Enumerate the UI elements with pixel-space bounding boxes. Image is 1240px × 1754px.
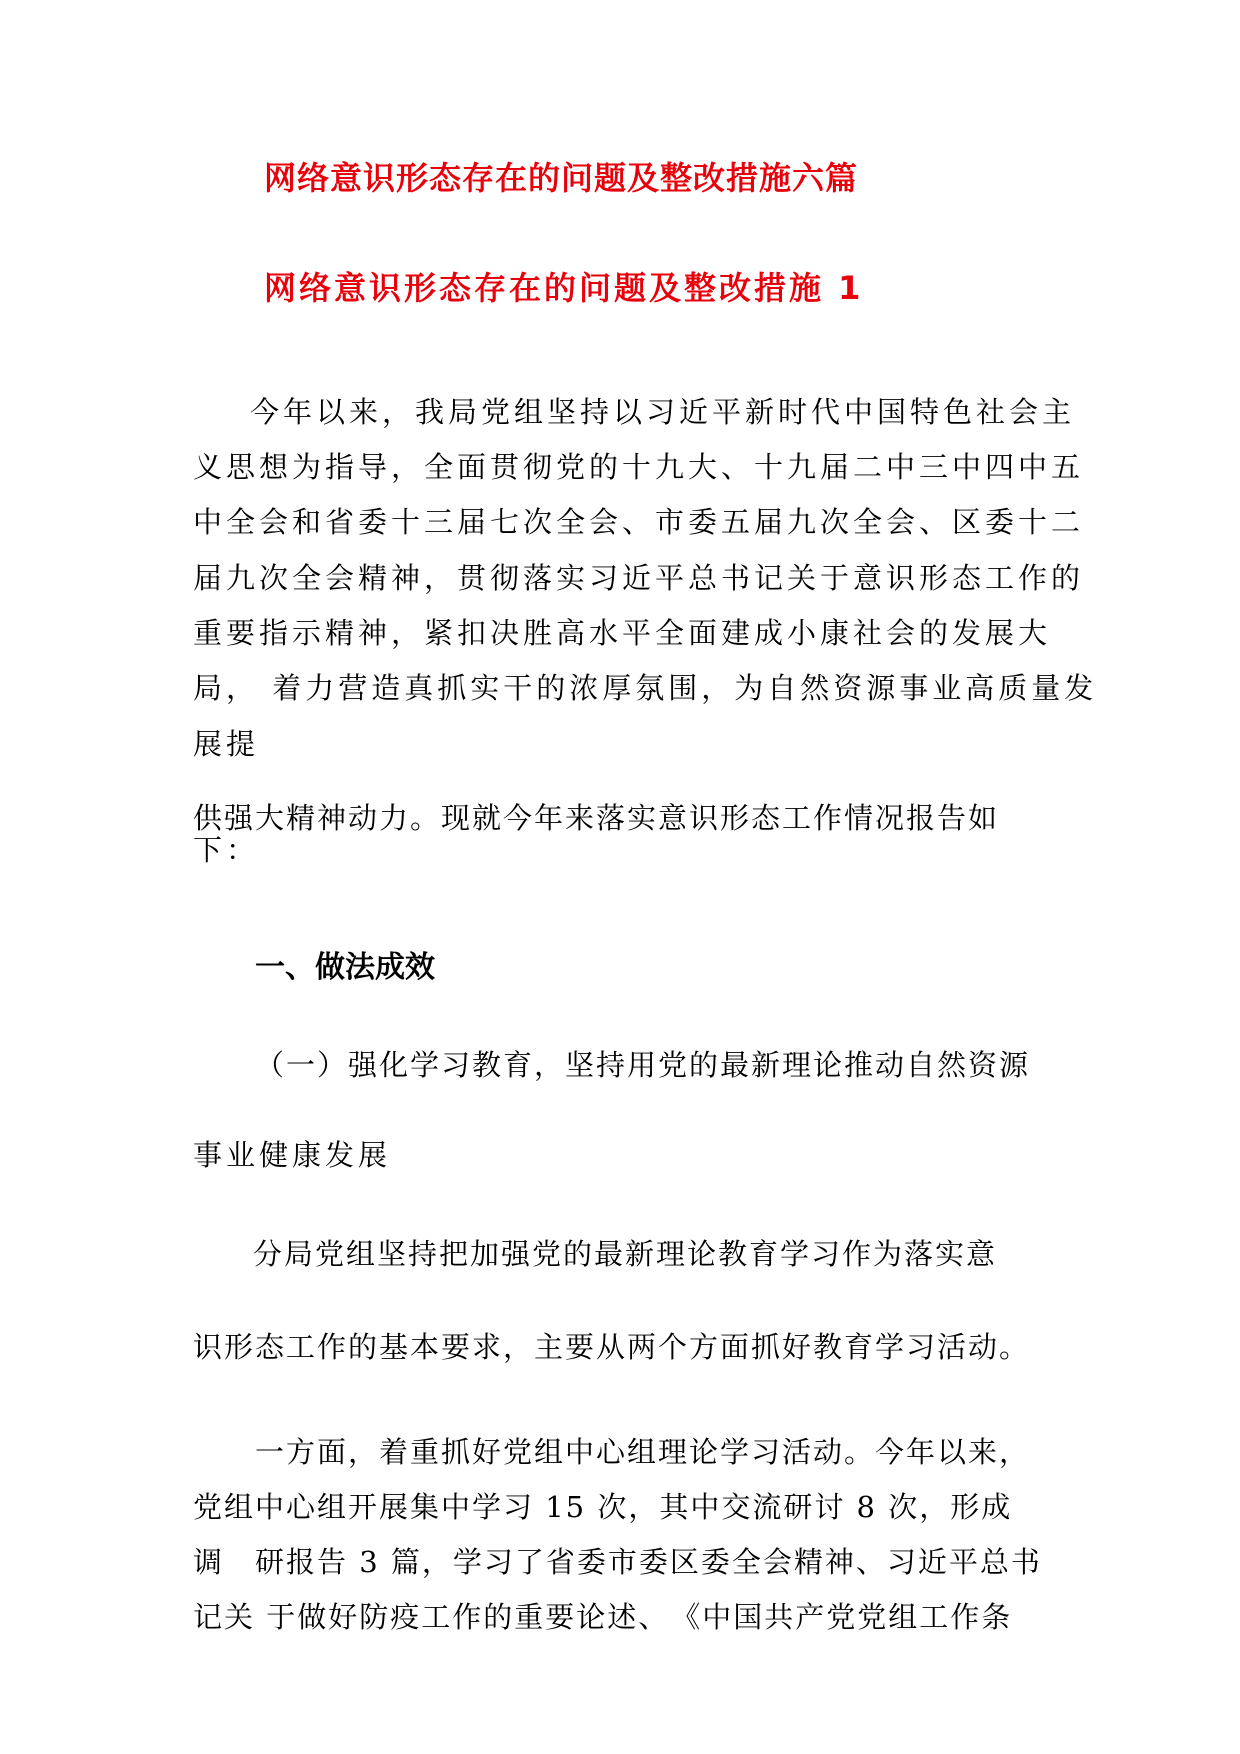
- subsection-line: 事业健康发展: [193, 1138, 392, 1172]
- paragraph-line: 局， 着力营造真抓实干的浓厚氛围，为自然资源事业高质量发: [193, 671, 1098, 705]
- paragraph-line: 记关 于做好防疫工作的重要论述、 《中国共产党党组工作条: [193, 1600, 1013, 1634]
- document-subtitle: 网络意识形态存在的问题及整改措施 1: [264, 269, 864, 307]
- paragraph-line: 中全会和省委十三届七次全会、市委五届九次全会、区委十二: [193, 505, 1085, 539]
- paragraph-line: 下：: [193, 833, 260, 867]
- paragraph-line: 党组中心组开展集中学习 15 次，其中交流研讨 8 次，形成: [193, 1490, 1013, 1524]
- paragraph-line: 一方面，着重抓好党组中心组理论学习活动。今年以来，: [255, 1435, 1031, 1469]
- subsection-line: （一）强化学习教育，坚持用党的最新理论推动自然资源: [255, 1048, 1031, 1082]
- section-heading: 一、做法成效: [255, 950, 435, 985]
- paragraph-line: 重要指示精神，紧扣决胜高水平全面建成小康社会的发展大: [193, 616, 1052, 650]
- paragraph-line: 展提: [193, 727, 260, 761]
- paragraph-line: 调 研报告 3 篇，学习了省委市委区委全会精神、习近平总书: [193, 1545, 1042, 1579]
- paragraph-line: 届九次全会精神，贯彻落实习近平总书记关于意识形态工作的: [193, 561, 1085, 595]
- paragraph-line: 今年以来，我局党组坚持以习近平新时代中国特色社会主: [250, 395, 1076, 429]
- paragraph-line: 义思想为指导，全面贯彻党的十九大、十九届二中三中四中五: [193, 450, 1085, 484]
- paragraph-line: 识形态工作的基本要求，主要从两个方面抓好教育学习活动。: [193, 1330, 1031, 1364]
- document-title: 网络意识形态存在的问题及整改措施六篇: [264, 159, 859, 197]
- paragraph-line: 分局党组坚持把加强党的最新理论教育学习作为落实意: [253, 1237, 998, 1271]
- paragraph-line: 供强大精神动力。现就今年来落实意识形态工作情况报告如: [193, 801, 1000, 835]
